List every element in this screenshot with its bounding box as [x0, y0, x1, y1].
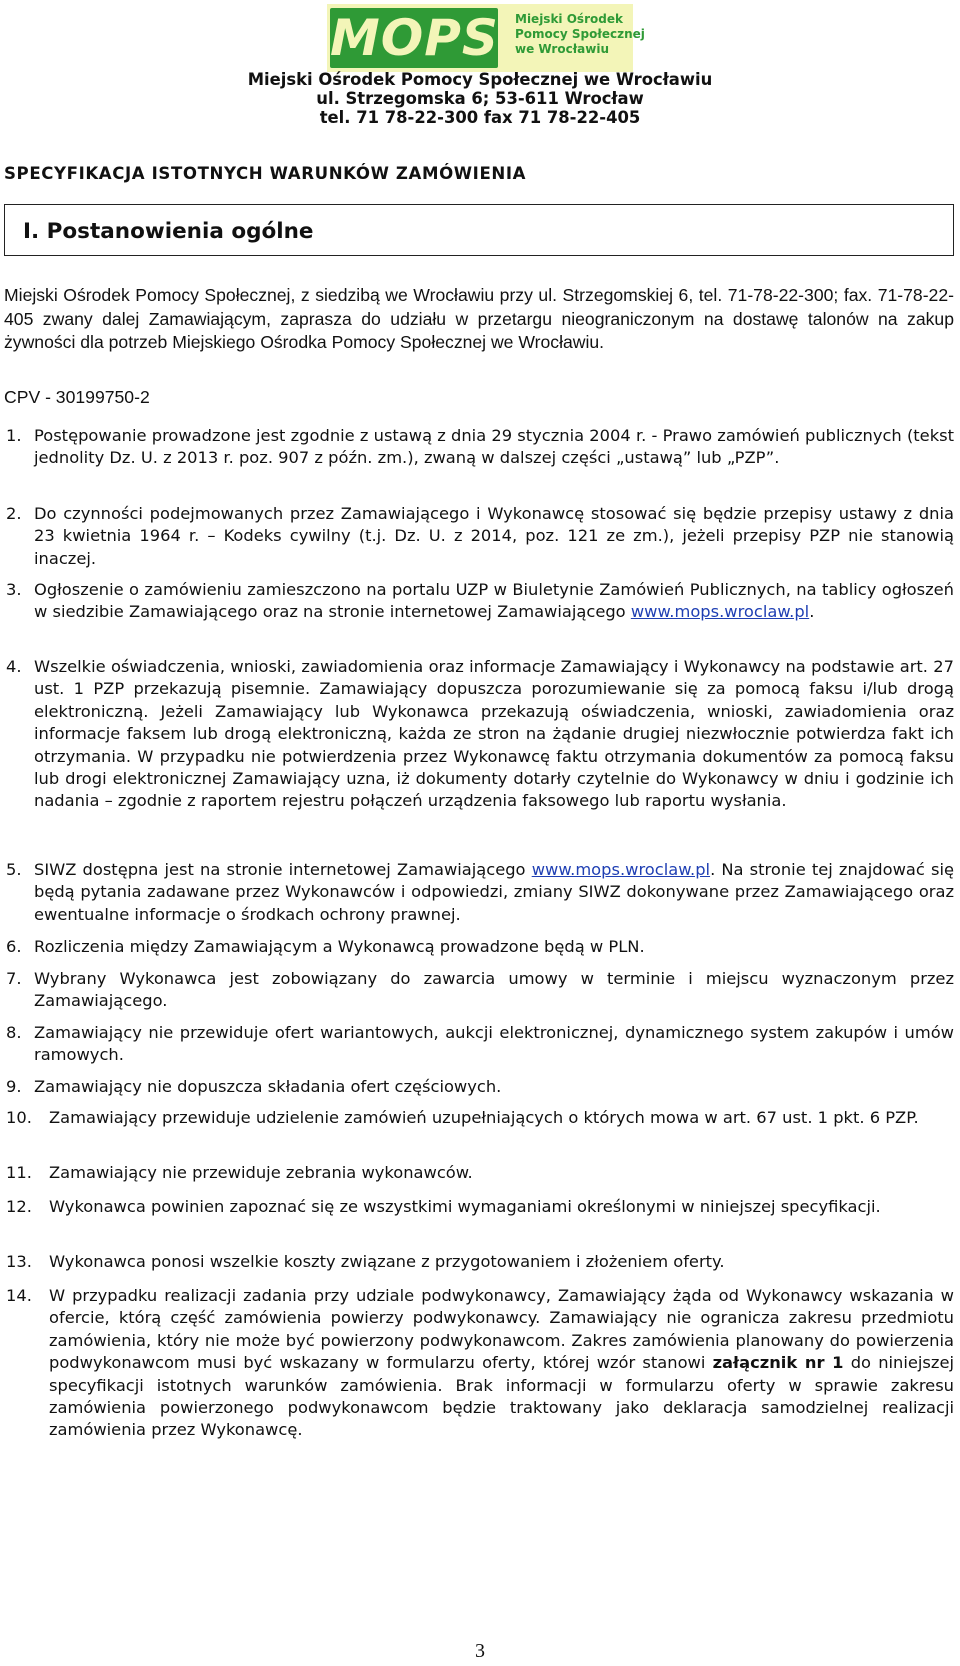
- logo-text-line-3: we Wrocławiu: [515, 42, 609, 56]
- list-item: [6, 936, 954, 958]
- logo-text: [515, 12, 645, 57]
- item-number: 6.: [6, 937, 22, 956]
- item-text: SIWZ dostępna jest na stronie internetowej Zamawiającego: [34, 860, 526, 879]
- logo-text-line-2: Pomocy Społecznej: [515, 27, 645, 41]
- list-item: [6, 1251, 954, 1273]
- item-number: 14.: [6, 1286, 32, 1305]
- list-item: [6, 1196, 954, 1218]
- list-item: [6, 425, 954, 470]
- website-link[interactable]: www.mops.wroclaw.pl: [630, 602, 810, 622]
- item-text: Wykonawca ponosi wszelkie koszty związane z przygotowaniem i złożeniem oferty.: [49, 1252, 725, 1271]
- logo-text-line-1: Miejski Ośrodek: [515, 12, 623, 26]
- item-text: Zamawiający nie dopuszcza składania ofert częściowych.: [34, 1077, 502, 1096]
- list-item: [6, 1285, 954, 1442]
- item-number: 12.: [6, 1197, 32, 1216]
- item-text: Do czynności podejmowanych przez Zamawiającego i Wykonawcę stosować się będzie przepisy ustawy z dnia 23 kwietnia 1964 r. – Kodeks cywilny (t.j. Dz. U. z 2014, poz. 121 ze zm.), jeżeli przepisy PZP nie stanowią inaczej.: [34, 504, 954, 568]
- item-text: Zamawiający nie przewiduje zebrania wykonawców.: [49, 1163, 473, 1182]
- org-name: Miejski Ośrodek Pomocy Społecznej we Wrocławiu: [247, 70, 713, 89]
- cpv-code: CPV - 30199750-2: [4, 387, 150, 407]
- list-item: [6, 1162, 954, 1184]
- item-number: 4.: [6, 657, 22, 676]
- section-title: I. Postanowienia ogólne: [23, 219, 314, 244]
- org-address: ul. Strzegomska 6; 53-611 Wrocław: [316, 89, 644, 108]
- item-text: Zamawiający przewiduje udzielenie zamówień uzupełniających o których mowa w art. 67 ust. 1 pkt. 6 PZP.: [49, 1108, 919, 1127]
- item-number: 1.: [6, 426, 22, 445]
- item-text-after: .: [809, 602, 815, 622]
- list-item: [6, 1076, 954, 1098]
- mops-logo: [327, 4, 645, 72]
- item-text: Zamawiający nie przewiduje ofert wariantowych, aukcji elektronicznej, dynamicznego system zakupów i umów ramowych.: [34, 1023, 954, 1065]
- logo-mark: MOPS: [330, 9, 499, 67]
- item-text-block: [6, 579, 954, 624]
- item-number: 10.: [6, 1108, 32, 1127]
- item-text: Wszelkie oświadczenia, wnioski, zawiadomienia oraz informacje Zamawiający i Wykonawcy na podstawie art. 27 ust. 1 PZP przekazują pisemnie. Zamawiający dopuszcza porozumiewanie się za pomocą faksu i/lub drogą elektroniczną. Jeżeli Zamawiający lub Wykonawca przekazują oświadczenia, wnioski, zawiadomienia oraz informacje faksem lub drogą elektroniczną, każda ze stron na żądanie drugiej niezwłocznie potwierdza fakt ich otrzymania. W przypadku nie potwierdzenia przez Wykonawcę faktu otrzymania dokumentów za pomocą faksu lub drogi elektronicznej Zamawiający uzna, iż dokumenty dotarły czytelnie do Wykonawcy w dniu i godzinie ich nadania – zgodnie z raportem rejestru połączeń urządzenia faksowego lub raportu wysłania.: [34, 657, 954, 811]
- item-text-block: [6, 1285, 954, 1442]
- document-title: SPECYFIKACJA ISTOTNYCH WARUNKÓW ZAMÓWIENIA: [4, 164, 527, 183]
- item-text: Ogłoszenie o zamówieniu zamieszczono na portalu UZP w Biuletynie Zamówień Publicznych, na tablicy ogłoszeń w siedzibie Zamawiającego oraz na stronie internetowej Zamawiającego: [34, 580, 954, 622]
- list-item: [6, 1107, 954, 1129]
- item-text-after: . Na stronie tej znajdować się będą pytania zadawane przez Wykonawców i odpowiedzi, zmiany SIWZ dokonywane przez Zamawiającego oraz ewentualne informacje o środkach ochrony prawnej.: [34, 860, 954, 924]
- list-item: [6, 1022, 954, 1067]
- item-text: Wybrany Wykonawca jest zobowiązany do zawarcia umowy w terminie i miejscu wyznaczonym przez Zamawiającego.: [34, 969, 954, 1011]
- item-number: 2.: [6, 504, 22, 523]
- item-text: Rozliczenia między Zamawiającym a Wykonawcą prowadzone będą w PLN.: [34, 937, 645, 956]
- list-item: [6, 656, 954, 813]
- item-text: Postępowanie prowadzone jest zgodnie z ustawą z dnia 29 stycznia 2004 r. - Prawo zamówień publicznych (tekst jednolity Dz. U. z 2013 r. poz. 907 z późn. zm.), zwaną w dalszej części „ustawą” lub „PZP”.: [34, 426, 954, 468]
- item-text-after: do niniejszej specyfikacji istotnych warunków zamówienia. Brak informacji w formularzu oferty w sprawie zakresu zamówienia powierzonego podwykonawcom będzie traktowany jako deklaracja samodzielnej realizacji zamówienia przez Wykonawcę.: [49, 1353, 954, 1440]
- list-item: [6, 859, 954, 926]
- item-number: 9.: [6, 1077, 22, 1096]
- page-number: 3: [475, 1640, 485, 1662]
- item-number: 11.: [6, 1163, 32, 1182]
- item-number: 7.: [6, 969, 22, 988]
- item-text: W przypadku realizacji zadania przy udziale podwykonawcy, Zamawiający żąda od Wykonawcy wskazania w ofercie, którą część zamówienia powierzy podwykonawcy. Zamawiający nie ogranicza zakresu przedmiotu zamówienia, który nie może być powierzony podwykonawcom. Zakres zamówienia planowany do powierzenia podwykonawcom musi być wskazany w formularzu oferty, której wzór stanowi: [49, 1286, 954, 1373]
- section-heading-box: [4, 204, 954, 256]
- list-item: [6, 503, 954, 570]
- item-number: 8.: [6, 1023, 22, 1042]
- list-item: [6, 579, 954, 624]
- item-number: 13.: [6, 1252, 32, 1271]
- intro-paragraph: Miejski Ośrodek Pomocy Społecznej, z siedzibą we Wrocławiu przy ul. Strzegomskiej 6, tel. 71-78-22-300; fax. 71-78-22-405 zwany dalej Zamawiającym, zaprasza do udziału w przetargu nieograniczonym na dostawę talonów na zakup żywności dla potrzeb Miejskiego Ośrodka Pomocy Społecznej we Wrocławiu.: [4, 285, 954, 352]
- item-number: 3.: [6, 580, 22, 599]
- list-item: [6, 968, 954, 1013]
- org-phone: tel. 71 78-22-300 fax 71 78-22-405: [319, 108, 641, 127]
- website-link[interactable]: www.mops.wroclaw.pl: [531, 860, 711, 879]
- item-text-block: [6, 859, 954, 926]
- attachment-reference: załącznik nr 1: [712, 1353, 844, 1373]
- item-text: Wykonawca powinien zapoznać się ze wszystkimi wymaganiami określonymi w niniejszej specyfikacji.: [49, 1197, 881, 1216]
- item-number: 5.: [6, 860, 22, 879]
